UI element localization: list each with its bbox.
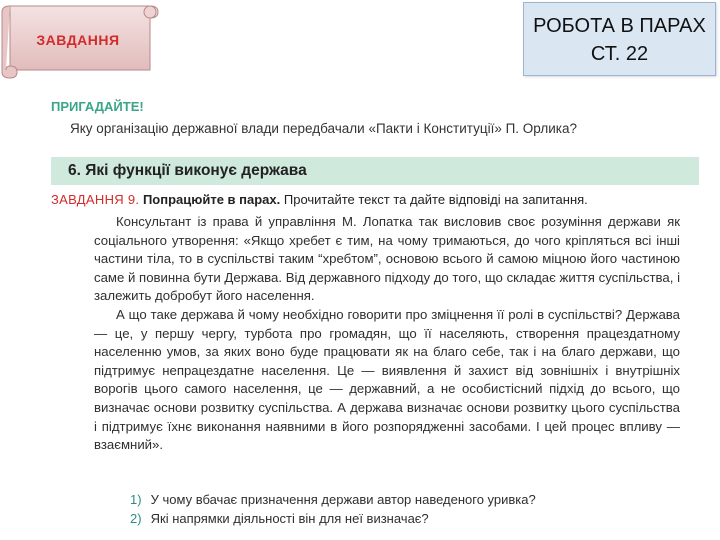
question-number: 2) <box>130 511 142 526</box>
pair-work-page: СТ. 22 <box>590 43 649 65</box>
remember-heading: ПРИГАДАЙТЕ! <box>51 99 144 114</box>
task-bold-text: Попрацюйте в парах. <box>142 192 281 207</box>
pair-work-title: РОБОТА В ПАРАХ <box>533 15 706 37</box>
reading-text <box>94 213 680 455</box>
task-text: Прочитайте текст та дайте відповіді на запитання. <box>283 192 588 207</box>
task-number: ЗАВДАННЯ 9. <box>51 192 140 207</box>
question-number: 1) <box>130 492 142 507</box>
section-title: 6. Які функції виконує держава <box>68 162 307 179</box>
reading-paragraph-1: Консультант із права й управління М. Лопатка так висловив своє розуміння держави як соціального утворення: «Якщо хребет є тим, на чому тримаються, до чого кріпляться всі інші частини тіла, то в суспільстві таким “хребтом”, основою всього й самою міцною його частиною саме й повинна бути Держава. Від державного підходу до того, що складає життя суспільства, і залежить добробут його населення. <box>94 214 680 304</box>
question-text: Які напрямки діяльності він для неї визначає? <box>150 511 429 526</box>
question-text: У чому вбачає призначення держави автор наведеного уривка? <box>150 492 536 507</box>
remember-question: Яку організацію державної влади передбачали «Пакти і Конституції» П. Орлика? <box>70 121 577 136</box>
pair-work-box <box>523 2 716 76</box>
task-instruction <box>51 192 699 207</box>
question-list <box>130 490 536 528</box>
question-item <box>130 490 536 509</box>
reading-paragraph-2: А що таке держава й чому необхідно говорити про зміцнення її ролі в суспільстві? Держава — це, у першу чергу, турбота про громадян, що її населяють, створення працездатному населенню умов, за яких воно буде працювати як на благо себе, так і на благо держави, що підтримує непрацездатне населення. Це — виявлення й захист від зовнішніх і внутрішніх ворогів цього самого населення, це — державний, а не особистісний підхід до всього, що визначає основи розвитку суспільства. А держава визначає основи розвитку цього суспільства і підтримує їхнє виконання наявними в його розпорядженні засобами. І цей процес впливу — взаємний». <box>94 306 680 453</box>
question-item <box>130 509 536 528</box>
task-banner-label: ЗАВДАННЯ <box>36 32 120 48</box>
task-scroll-banner <box>0 0 160 80</box>
